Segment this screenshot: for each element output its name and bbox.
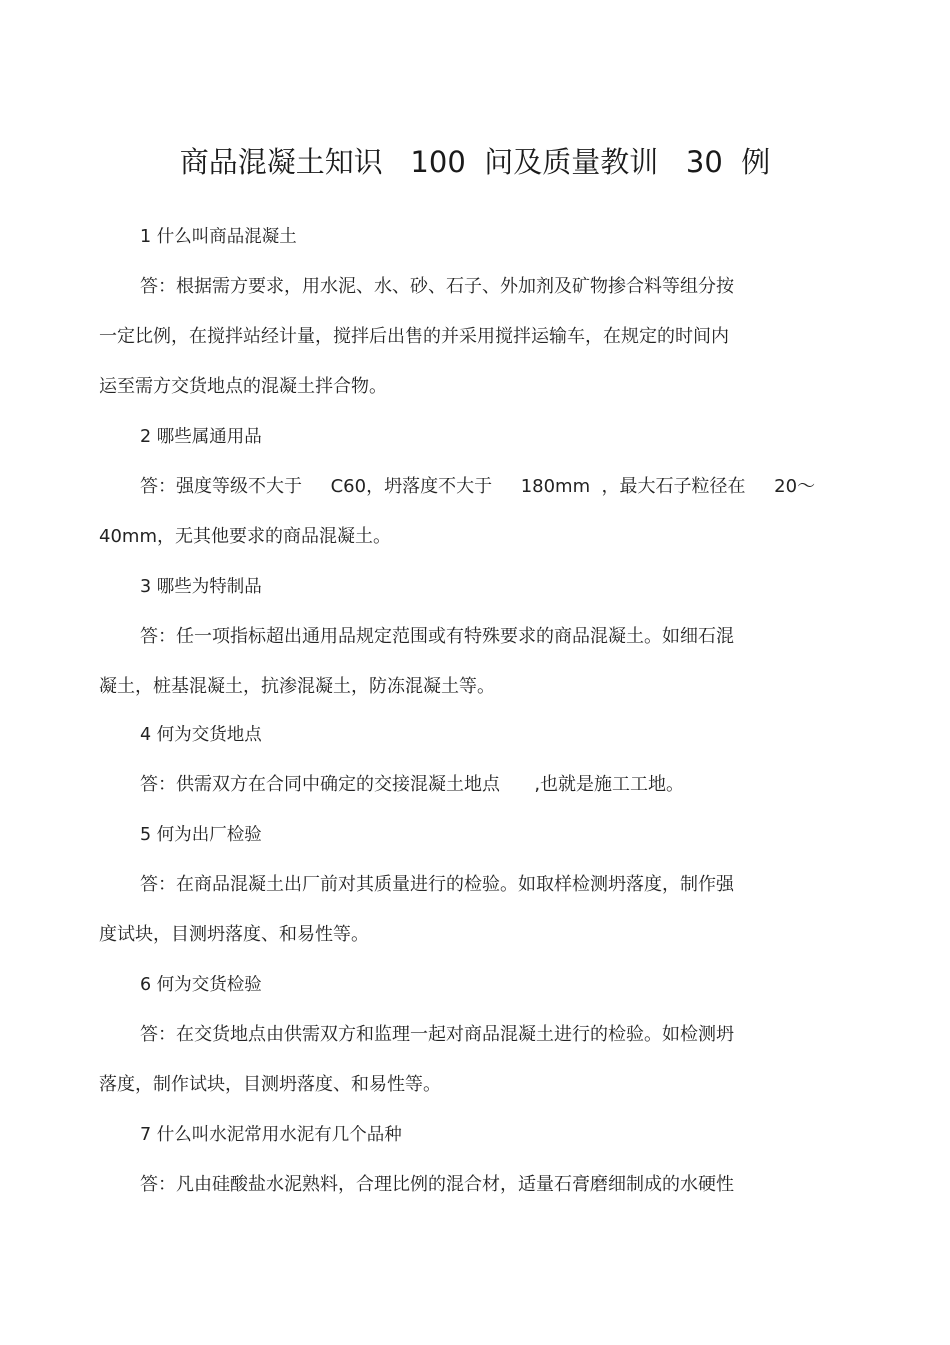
- document-title: 商品混凝土知识 100 问及质量教训 30 例: [179, 145, 771, 179]
- question-5: 5 何为出厂检验: [140, 825, 262, 845]
- answer-1-line-3: 运至需方交货地点的混凝土拌合物。: [99, 376, 387, 397]
- answer-2-line-1: 答：强度等级不大于 C60，坍落度不大于 180mm ，最大石子粒径在 20～: [140, 476, 816, 497]
- question-6: 6 何为交货检验: [140, 975, 262, 995]
- answer-1-line-2: 一定比例，在搅拌站经计量，搅拌后出售的并采用搅拌运输车，在规定的时间内: [99, 326, 729, 347]
- question-4: 4 何为交货地点: [140, 725, 262, 745]
- answer-6-line-1: 答：在交货地点由供需双方和监理一起对商品混凝土进行的检验。如检测坍: [140, 1024, 734, 1045]
- answer-2-line-2: 40mm，无其他要求的商品混凝土。: [99, 526, 391, 547]
- answer-3-line-2: 凝土，桩基混凝土，抗渗混凝土，防冻混凝土等。: [99, 676, 495, 697]
- answer-7-line-1: 答：凡由硅酸盐水泥熟料，合理比例的混合材，适量石膏磨细制成的水硬性: [140, 1174, 734, 1195]
- answer-5-line-1: 答：在商品混凝土出厂前对其质量进行的检验。如取样检测坍落度，制作强: [140, 874, 734, 895]
- answer-4-line-1: 答：供需双方在合同中确定的交接混凝土地点 ,也就是施工工地。: [140, 774, 685, 795]
- answer-3-line-1: 答：任一项指标超出通用品规定范围或有特殊要求的商品混凝土。如细石混: [140, 626, 734, 647]
- question-3: 3 哪些为特制品: [140, 577, 262, 597]
- question-1: 1 什么叫商品混凝土: [140, 227, 297, 247]
- question-2: 2 哪些属通用品: [140, 427, 262, 447]
- answer-5-line-2: 度试块，目测坍落度、和易性等。: [99, 924, 369, 945]
- question-7: 7 什么叫水泥常用水泥有几个品种: [140, 1125, 402, 1145]
- answer-6-line-2: 落度，制作试块，目测坍落度、和易性等。: [99, 1074, 441, 1095]
- answer-1-line-1: 答：根据需方要求，用水泥、水、砂、石子、外加剂及矿物掺合料等组分按: [140, 276, 734, 297]
